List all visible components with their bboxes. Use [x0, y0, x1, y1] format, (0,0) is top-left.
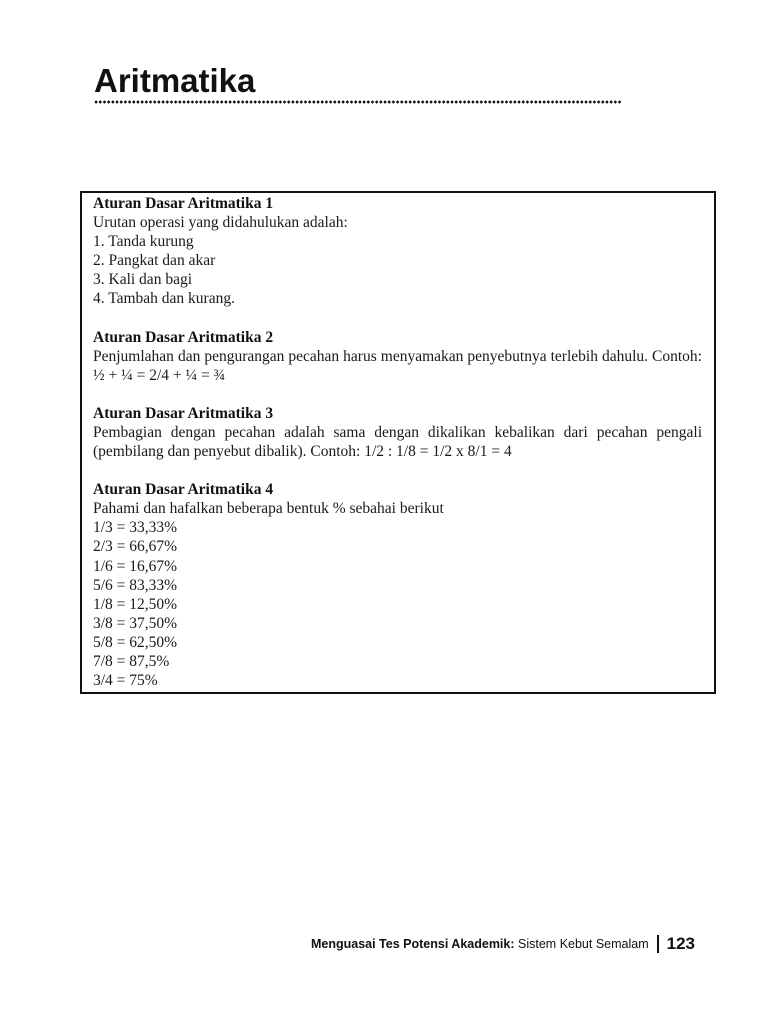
- rule-section-4: [93, 480, 702, 690]
- rule-line: 2. Pangkat dan akar: [93, 252, 216, 270]
- rule-paragraph: Penjumlahan dan pengurangan pecahan harus menyamakan penyebutnya terlebih dahulu. Contoh: ½ + ¼ = 2/4 + ¼ = ¾: [93, 347, 702, 384]
- rule-line: 1. Tanda kurung: [93, 233, 194, 251]
- rule-section-2: [93, 328, 702, 385]
- percent-line: 1/3 = 33,33%: [93, 519, 178, 537]
- rule-heading: Aturan Dasar Aritmatika 1: [93, 195, 274, 212]
- rule-section-3: [93, 404, 702, 461]
- page-footer: [311, 934, 695, 954]
- rules-content: [93, 194, 702, 690]
- percent-line: 5/6 = 83,33%: [93, 576, 178, 594]
- percent-line: 1/8 = 12,50%: [93, 595, 178, 613]
- percent-line: 7/8 = 87,5%: [93, 652, 170, 670]
- rule-heading: Aturan Dasar Aritmatika 3: [93, 404, 274, 422]
- rule-line: Urutan operasi yang didahulukan adalah:: [93, 214, 348, 232]
- page-title: Aritmatika: [94, 62, 256, 99]
- rule-heading: Aturan Dasar Aritmatika 4: [93, 481, 274, 499]
- percent-line: 2/3 = 66,67%: [93, 538, 178, 556]
- rule-line: Pahami dan hafalkan beberapa bentuk % sebahai berikut: [93, 500, 444, 518]
- footer-divider: [657, 935, 659, 953]
- rule-line: 4. Tambah dan kurang.: [93, 290, 235, 308]
- percent-line: 1/6 = 16,67%: [93, 557, 178, 575]
- percent-line: 3/4 = 75%: [93, 672, 158, 690]
- percent-line: 3/8 = 37,50%: [93, 614, 178, 632]
- footer-subtitle: Sistem Kebut Semalam: [518, 937, 649, 951]
- page-number: 123: [666, 934, 695, 953]
- rule-paragraph: Pembagian dengan pecahan adalah sama dengan dikalikan kebalikan dari pecahan pengali (pembilang dan penyebut dibalik). Contoh: 1/2 : 1/8 = 1/2 x 8/1 = 4: [93, 423, 702, 461]
- rule-heading: Aturan Dasar Aritmatika 2: [93, 328, 274, 346]
- percent-line: 5/8 = 62,50%: [93, 633, 178, 651]
- title-dotted-underline: [94, 100, 622, 104]
- footer-book-title: Menguasai Tes Potensi Akademik:: [310, 937, 515, 951]
- rule-line: 3. Kali dan bagi: [93, 271, 193, 289]
- rule-section-1: [93, 194, 702, 309]
